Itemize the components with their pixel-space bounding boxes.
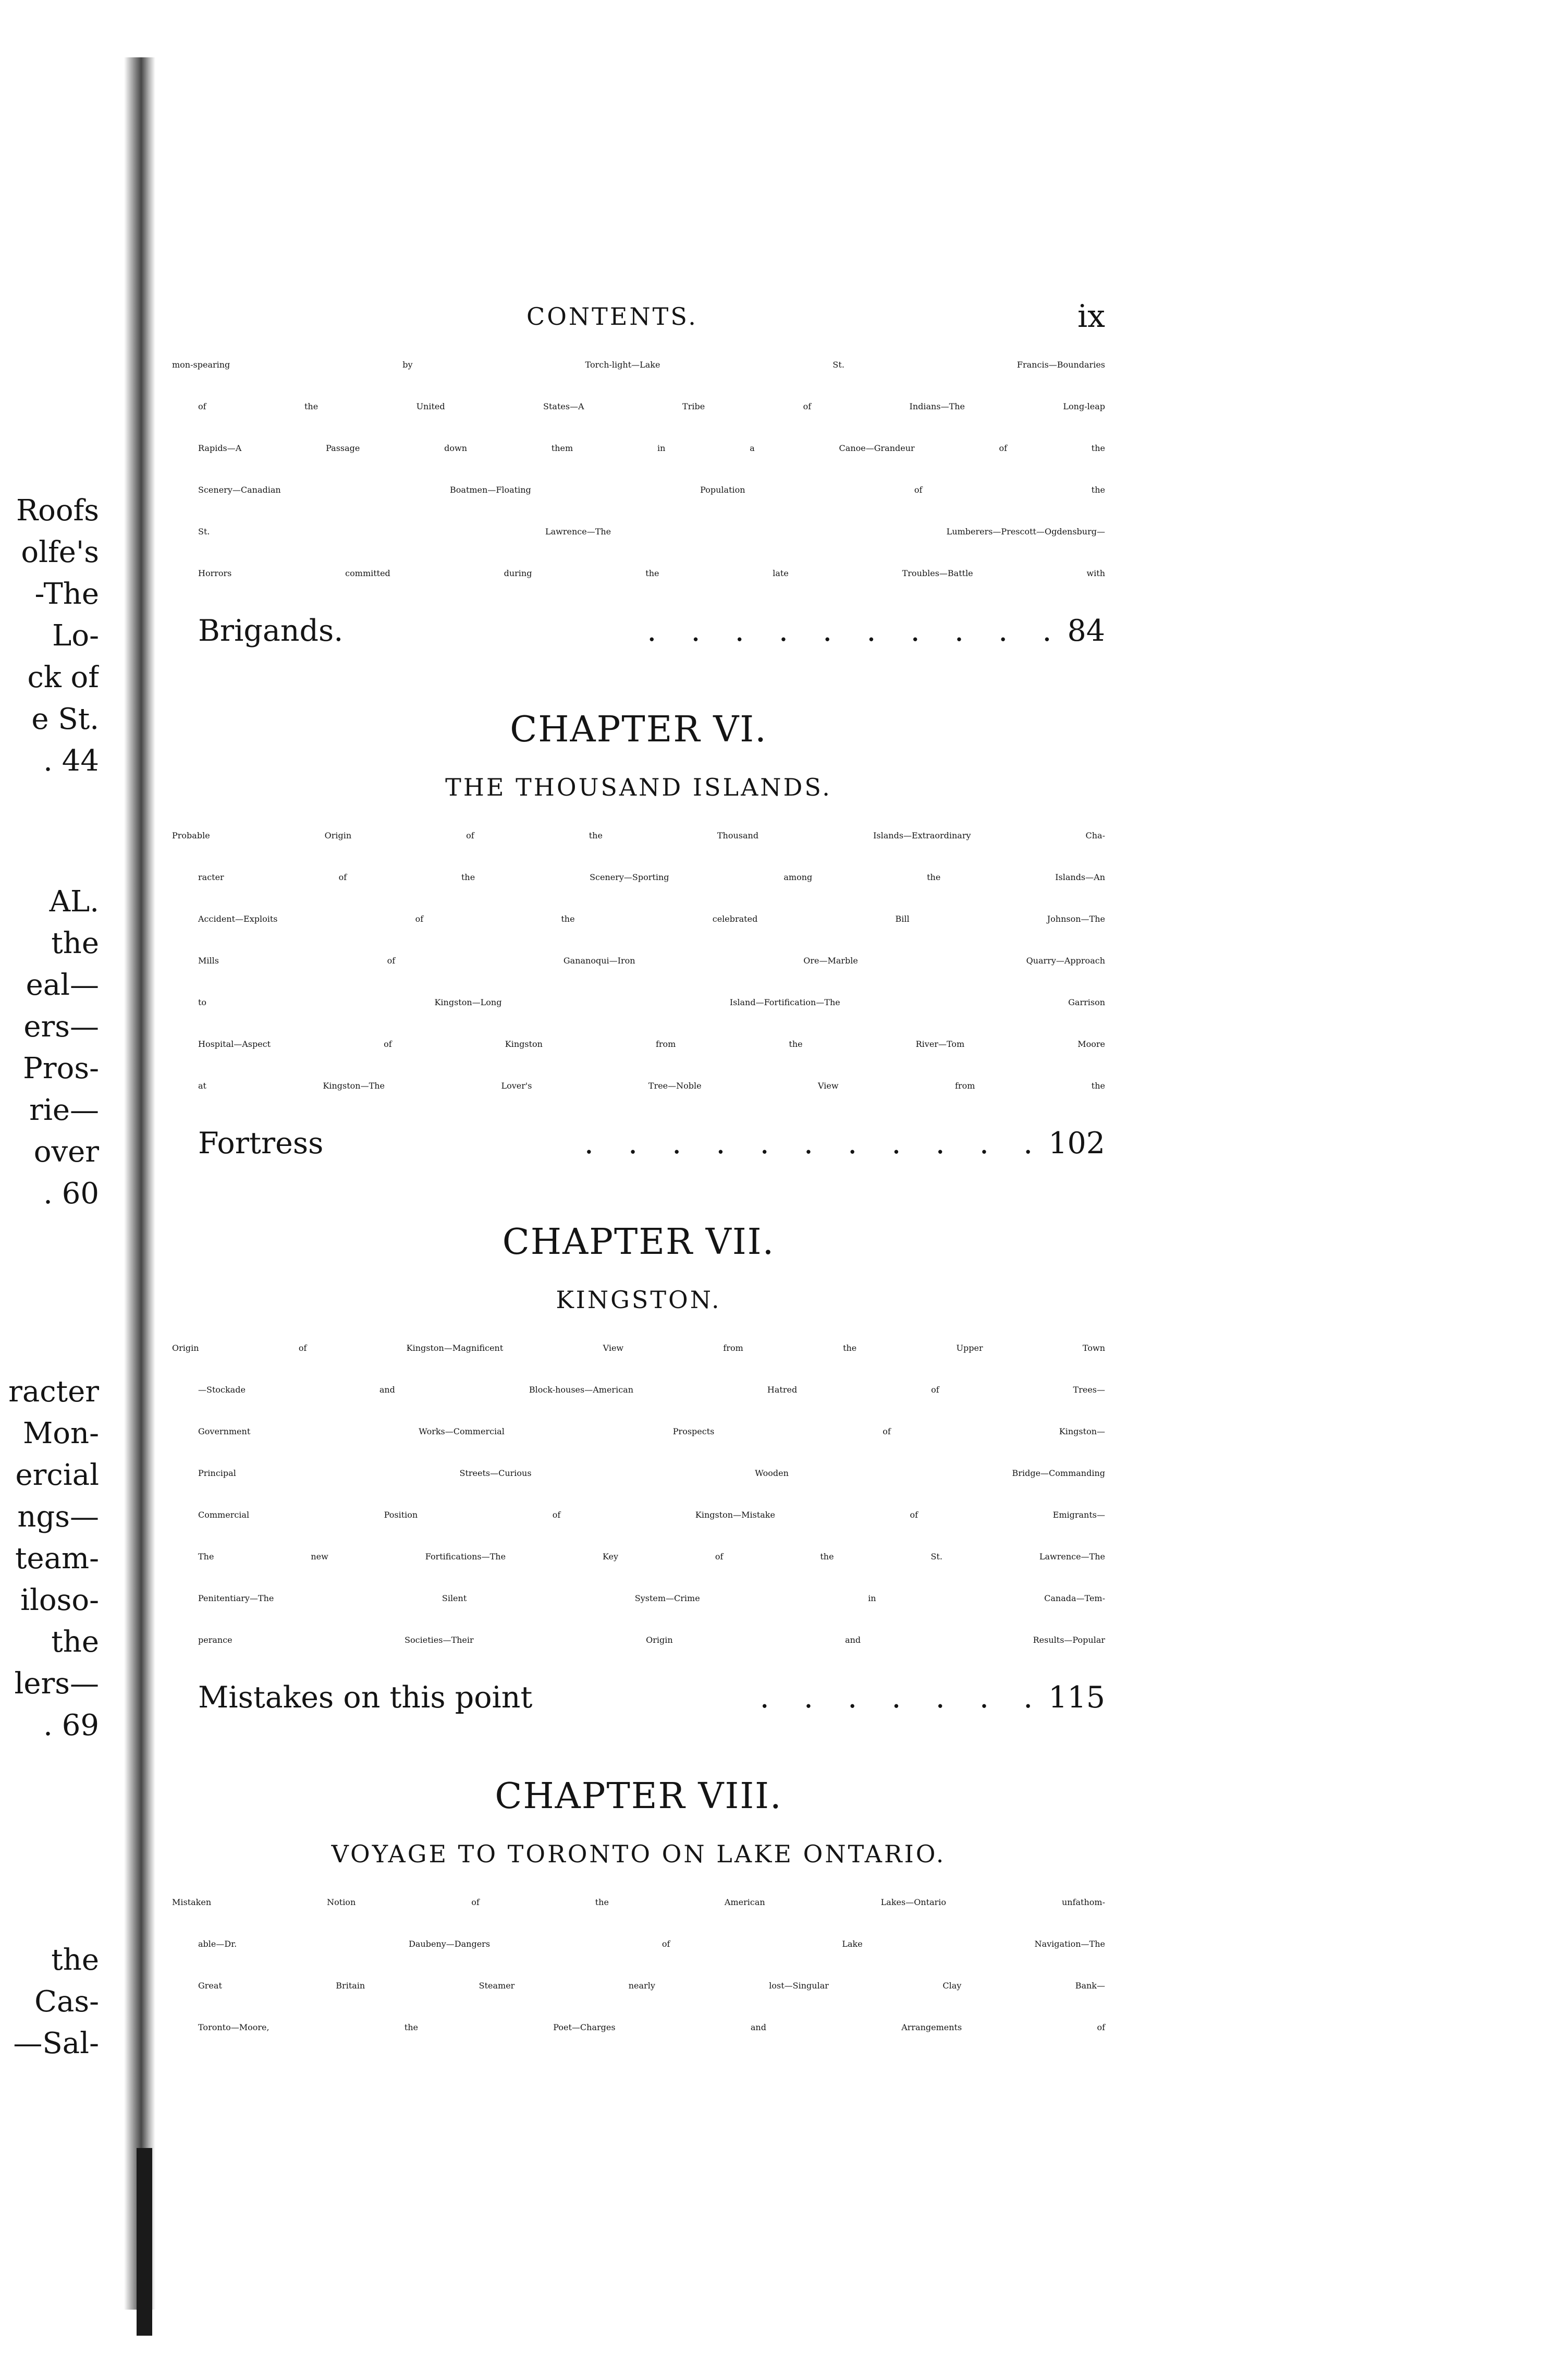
entry-line: Penitentiary—The Silent System—Crime in Canada—Tem- (198, 1593, 1105, 1603)
entry-line: Commercial Position of Kingston—Mistake of Emigrants— (198, 1510, 1105, 1520)
entry-line: able—Dr. Daubeny—Dangers of Lake Navigation—The (198, 1939, 1105, 1949)
entry-line: mon-spearing by Torch-light—Lake St. Francis—Boundaries (172, 360, 1105, 370)
fragment-line: rie— (29, 1093, 99, 1127)
leader-dots: . . . . . . . . . . . (584, 1126, 1046, 1161)
chapter-subtitle: THE THOUSAND ISLANDS. (445, 773, 832, 801)
running-title: CONTENTS. (526, 302, 698, 331)
entry-line: Great Britain Steamer nearly lost—Singular Clay Bank— (198, 1981, 1105, 1991)
fragment-line: Roofs (16, 494, 99, 528)
fragment-line: racter (8, 1375, 99, 1409)
fragment-line: . 69 (43, 1708, 99, 1742)
entry-line: The new Fortifications—The Key of the St. Lawrence—The (198, 1552, 1105, 1561)
entry-line: of the United States—A Tribe of Indians—The Long-leap (198, 401, 1105, 411)
entry-line: St. Lawrence—The Lumberers—Prescott—Ogdensburg— (198, 527, 1105, 536)
fragment-line: the (51, 1625, 99, 1659)
fragment-line: the (51, 926, 99, 960)
fragment-line: AL. (49, 885, 99, 919)
chapter-heading: CHAPTER VII. (502, 1222, 775, 1263)
entry-line: Toronto—Moore, the Poet—Charges and Arrangements of (198, 2022, 1105, 2032)
entry-text: Brigands. (198, 614, 344, 648)
fragment-line: —Sal- (13, 2027, 99, 2060)
left-page-fragment-1 (0, 490, 99, 782)
entry-line: Rapids—A Passage down them in a Canoe—Grandeur of the (198, 443, 1105, 453)
entry-line: Mistaken Notion of the American Lakes—Ontario unfathom- (172, 1897, 1105, 1907)
fragment-line: iloso- (20, 1583, 99, 1617)
fragment-line: . 44 (43, 744, 99, 778)
entry-line: to Kingston—Long Island—Fortification—The Garrison (198, 997, 1105, 1007)
entry-line: Horrors committed during the late Troubles—Battle with (198, 568, 1105, 578)
binding-gutter-edge (137, 2148, 152, 2336)
fragment-line: Lo- (52, 619, 99, 653)
running-header (172, 298, 1105, 360)
fragment-line: lers— (14, 1667, 99, 1701)
entry-line: Accident—Exploits of the celebrated Bill Johnson—The (198, 914, 1105, 924)
binding-gutter-shadow (124, 57, 155, 2310)
left-page-fragment-3 (0, 1371, 99, 1747)
entry-last-line (172, 610, 1105, 652)
entry-page-number: 115 (1048, 1680, 1105, 1715)
fragment-line: olfe's (21, 535, 99, 569)
left-page-fragment-2 (0, 881, 99, 1215)
fragment-line: -The (34, 577, 99, 611)
entry-line: Hospital—Aspect of Kingston from the River—Tom Moore (198, 1039, 1105, 1049)
leader-dots: . . . . . . . (759, 1680, 1046, 1715)
entry-last-line (172, 1122, 1105, 1164)
chapter-viii (172, 1776, 1105, 2064)
entry-page-number: 84 (1067, 614, 1105, 648)
fragment-line: ers— (23, 1010, 99, 1044)
left-page-fragment-4 (0, 1939, 99, 2065)
entry-line: Scenery—Canadian Boatmen—Floating Population of the (198, 485, 1105, 495)
entry-text: Fortress (198, 1126, 324, 1161)
page-number: ix (1077, 298, 1105, 335)
chapter-vi (172, 709, 1105, 1164)
chapter-heading: CHAPTER VI. (510, 709, 767, 750)
fragment-line: Cas- (34, 1985, 99, 2019)
fragment-line: ck of (27, 661, 99, 694)
chapter-heading: CHAPTER VIII. (495, 1776, 782, 1817)
leader-dots: . . . . . . . . . . (647, 614, 1064, 648)
fragment-line: the (51, 1943, 99, 1977)
entry-line: perance Societies—Their Origin and Results—Popular (198, 1635, 1105, 1645)
entry-last-line (172, 1677, 1105, 1718)
entry-line: Probable Origin of the Thousand Islands—Extraordinary Cha- (172, 831, 1105, 840)
entry-line: —Stockade and Block-houses—American Hatred of Trees— (198, 1385, 1105, 1395)
fragment-line: over (33, 1135, 99, 1169)
fragment-line: Mon- (22, 1417, 99, 1450)
fragment-line: Pros- (23, 1052, 99, 1085)
contents-page (172, 298, 1105, 2064)
fragment-line: eal— (26, 968, 99, 1002)
entry-line: Mills of Gananoqui—Iron Ore—Marble Quarry—Approach (198, 956, 1105, 966)
continuation-entry (172, 360, 1105, 652)
fragment-line: e St. (31, 702, 99, 736)
entry-text: Mistakes on this point (198, 1680, 533, 1715)
fragment-line: . 60 (43, 1177, 99, 1211)
entry-line: Government Works—Commercial Prospects of Kingston— (198, 1426, 1105, 1436)
chapter-vii (172, 1222, 1105, 1718)
fragment-line: ercial (15, 1458, 99, 1492)
chapter-subtitle: KINGSTON. (556, 1286, 721, 1314)
fragment-line: team- (15, 1542, 99, 1576)
entry-line: at Kingston—The Lover's Tree—Noble View from the (198, 1081, 1105, 1091)
chapter-subtitle: VOYAGE TO TORONTO ON LAKE ONTARIO. (331, 1840, 946, 1868)
entry-line: Origin of Kingston—Magnificent View from the Upper Town (172, 1343, 1105, 1353)
entry-page-number: 102 (1048, 1126, 1105, 1161)
entry-line: racter of the Scenery—Sporting among the Islands—An (198, 872, 1105, 882)
fragment-line: ngs— (17, 1500, 99, 1534)
entry-line: Principal Streets—Curious Wooden Bridge—Commanding (198, 1468, 1105, 1478)
